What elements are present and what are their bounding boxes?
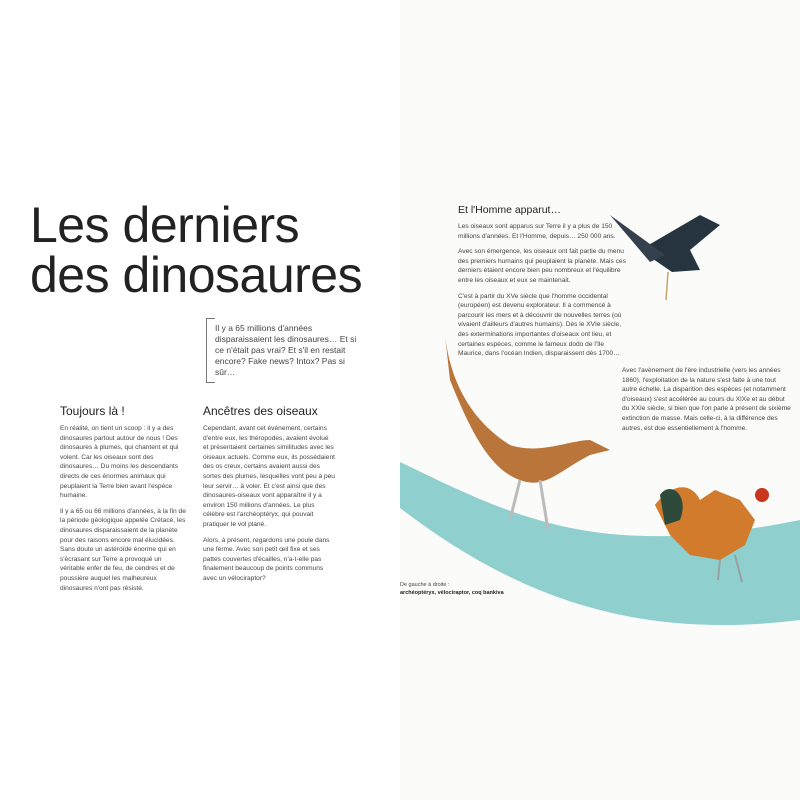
section-ancetres	[203, 404, 335, 590]
intro-quote: Il y a 65 millions d'années disparaissaient les dinosaures… Et si ce n'était pas vrai? Et s'il en restait encore? Fake news? Intox? Pas si sûr…	[206, 318, 365, 383]
paragraph: Alors, à présent, regardons une poule dans une ferme. Avec son petit œil fixe et ses pattes couvertes d'écailles, n'a-t-elle pas finalement beaucoup de points communs avec un vélociraptor?	[203, 536, 330, 582]
caption-prefix: De gauche à droite :	[400, 582, 450, 588]
section-heading: Toujours là !	[60, 404, 125, 418]
paragraph: En réalité, on tient un scoop : il y a des dinosaures partout autour de nous ! Des dinosaures à plumes, qui chantent et qui volent. Car les oiseaux sont des dinosaures… Du moins les descendants directs de ces énormes animaux qui peuplaient la Terre bien avant l'espèce humaine.	[60, 425, 179, 500]
paragraph: C'est à partir du XVe siècle que l'homme occidental (européen) est devenu explorateur. Il a commencé à parcourir les mers et à découvrir de nouvelles terres (où vivaient d'ailleurs d'autres humains). Dès le XVIe siècle, des exterminations importantes d'oiseaux ont lieu, et certaines espèces, comme le fameux dodo de l'île Maurice, dans l'océan Indien, disparaissent dès 1700…	[458, 292, 622, 358]
section-heading: Ancêtres des oiseaux	[203, 404, 318, 418]
section-homme	[458, 204, 628, 365]
paragraph: Les oiseaux sont apparus sur Terre il y a plus de 150 millions d'années. Et l'Homme, depuis… 250 000 ans.	[458, 223, 616, 240]
paragraph: Il y a 65 ou 66 millions d'années, à la fin de la période géologique appelée Crétacé, les dinosaures disparaissaient de la planète pour des raisons encore mal élucidées. Sans doute un astéroïde énorme qui en s'écrasant sur Terre a provoqué un véritable enfer de feu, de cendres et de poussière auquel les malheureux dinosaures n'ont pas résisté.	[60, 507, 186, 592]
paragraph: Avec son émergence, les oiseaux ont fait partie du menu des premiers humains qui peuplaient la planète. Mais ces derniers étaient encore bien peu nombreux et l'équilibre entre les oiseaux et eux se maintenait.	[458, 248, 626, 284]
paragraph: Cependant, avant cet événement, certains d'entre eux, les théropodes, avaient évolué et présentaient certaines similitudes avec les oiseaux actuels. Comme eux, ils possédaient des os creux, certains avaient aussi des sortes des plumes, lesquelles vont peu à peu leur servir… à voler. Et c'est ainsi que des dinosaures-oiseaux vont apparaître il y a environ 150 millions d'années. Le plus célèbre est l'archéoptéryx, qui pouvait pratiquer le vol plané.	[203, 425, 335, 528]
section-extinction	[622, 366, 792, 439]
caption-species: archéoptéryx, vélociraptor, coq bankiva	[400, 590, 504, 596]
section-toujours-la	[60, 404, 188, 599]
page-title	[30, 197, 363, 303]
paragraph: Avec l'avènement de l'ère industrielle (vers les années 1860), l'exploitation de la nature s'est faite à une tout autre échelle. La disparition des espèces (et notamment d'oiseaux) s'est accélérée au cours du XIXe et au début du XXIe siècle, si bien que l'on parle à présent de sixième extinction de masse. Mais celle-ci, à la différence des autres, est due essentiellement à l'homme.	[622, 367, 791, 432]
title-line-1: Les derniers	[30, 197, 300, 253]
image-caption	[400, 581, 504, 597]
title-line-2: des dinosaures	[30, 247, 363, 303]
section-heading: Et l'Homme apparut…	[458, 204, 561, 216]
